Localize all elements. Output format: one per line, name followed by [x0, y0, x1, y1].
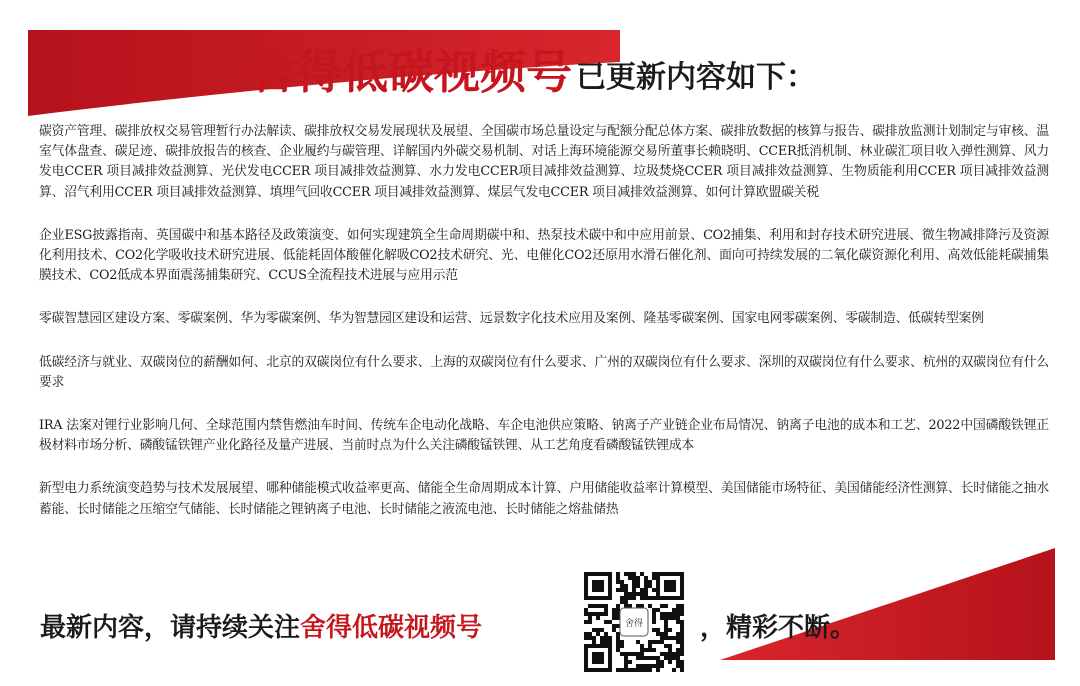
qr-module: [604, 632, 608, 636]
qr-module: [628, 668, 632, 672]
qr-module: [672, 612, 676, 616]
qr-module: [600, 636, 604, 640]
qr-module: [660, 616, 664, 620]
qr-module: [620, 588, 624, 592]
qr-module: [680, 652, 684, 656]
header: [250, 38, 816, 102]
qr-module: [668, 652, 672, 656]
qr-module: [632, 572, 636, 576]
qr-code[interactable]: [580, 568, 688, 676]
qr-module: [648, 668, 652, 672]
qr-module: [680, 624, 684, 628]
qr-module: [636, 604, 640, 608]
qr-module: [616, 632, 620, 636]
qr-module: [664, 604, 668, 608]
qr-module: [640, 592, 644, 596]
qr-module: [656, 656, 660, 660]
qr-module: [656, 640, 660, 644]
footer-lead-text: 最新内容，请持续关注: [40, 612, 301, 643]
qr-module: [628, 604, 632, 608]
qr-module: [652, 576, 656, 580]
qr-module: [656, 668, 660, 672]
qr-module: [624, 664, 628, 668]
qr-module: [628, 660, 632, 664]
qr-module: [636, 592, 640, 596]
qr-module: [588, 636, 592, 640]
topic-paragraph-energy-storage: 新型电力系统演变趋势与技术发展展望、哪种储能模式收益率更高、储能全生命周期成本计算、户用储能收益率计算模型、美国储能市场特征、美国储能经济性测算、长时储能之抽水蓄能、长时储能之压缩空气储能、长时储能之锂钠离子电池、长时储能之液流电池、长时储能之熔盐储热: [39, 481, 1049, 517]
qr-module: [592, 628, 596, 632]
qr-module: [608, 636, 612, 640]
qr-module: [640, 648, 644, 652]
qr-module: [672, 616, 676, 620]
qr-module: [644, 668, 648, 672]
qr-module: [584, 632, 588, 636]
qr-module: [652, 648, 656, 652]
qr-module: [660, 632, 664, 636]
qr-module: [596, 604, 600, 608]
qr-module: [592, 636, 596, 640]
qr-module: [648, 580, 652, 584]
qr-center-text: 舍得: [624, 619, 644, 629]
qr-center-logo: [620, 608, 648, 636]
qr-module: [616, 580, 620, 584]
qr-module: [676, 648, 680, 652]
qr-module: [636, 584, 640, 588]
qr-module: [680, 628, 684, 632]
qr-module: [652, 640, 656, 644]
qr-module: [604, 620, 608, 624]
qr-module: [632, 580, 636, 584]
qr-module: [652, 572, 656, 576]
qr-module: [652, 616, 656, 620]
qr-module: [640, 596, 644, 600]
qr-module: [596, 628, 600, 632]
qr-module: [616, 588, 620, 592]
qr-module: [624, 668, 628, 672]
qr-module: [620, 580, 624, 584]
qr-module: [652, 608, 656, 612]
qr-module: [616, 636, 620, 640]
qr-module: [640, 664, 644, 668]
qr-module: [612, 628, 616, 632]
qr-module: [632, 588, 636, 592]
qr-module: [620, 652, 624, 656]
qr-module: [624, 592, 628, 596]
qr-module: [612, 624, 616, 628]
qr-finder-top-right: [656, 572, 684, 600]
qr-module: [624, 652, 628, 656]
qr-module: [652, 620, 656, 624]
qr-module: [680, 644, 684, 648]
qr-module: [664, 644, 668, 648]
qr-module: [616, 576, 620, 580]
qr-module: [604, 640, 608, 644]
qr-module: [632, 668, 636, 672]
qr-module: [600, 612, 604, 616]
qr-module: [648, 664, 652, 668]
qr-module: [644, 588, 648, 592]
qr-module: [660, 604, 664, 608]
qr-module: [616, 616, 620, 620]
qr-module: [652, 612, 656, 616]
qr-module: [648, 644, 652, 648]
qr-module: [588, 612, 592, 616]
footer-end: [700, 600, 856, 650]
qr-module: [620, 596, 624, 600]
qr-module: [656, 608, 660, 612]
qr-module: [652, 656, 656, 660]
qr-module: [664, 632, 668, 636]
qr-module: [680, 620, 684, 624]
qr-module: [632, 596, 636, 600]
qr-module: [664, 652, 668, 656]
qr-module: [632, 584, 636, 588]
qr-module: [640, 652, 644, 656]
qr-finder-top-left: [584, 572, 612, 600]
qr-module: [660, 636, 664, 640]
qr-module: [648, 584, 652, 588]
qr-module: [676, 604, 680, 608]
qr-module: [668, 616, 672, 620]
qr-module: [608, 620, 612, 624]
qr-module: [668, 636, 672, 640]
qr-module: [612, 608, 616, 612]
qr-module: [640, 656, 644, 660]
qr-module: [596, 616, 600, 620]
qr-module: [680, 640, 684, 644]
qr-module: [656, 628, 660, 632]
qr-module: [644, 584, 648, 588]
qr-module: [636, 576, 640, 580]
qr-module: [660, 664, 664, 668]
qr-module: [644, 580, 648, 584]
footer-lead: [40, 600, 482, 650]
qr-module: [680, 632, 684, 636]
qr-module: [664, 616, 668, 620]
qr-module: [628, 576, 632, 580]
qr-module: [664, 612, 668, 616]
qr-module: [644, 596, 648, 600]
qr-module: [588, 620, 592, 624]
qr-module: [676, 636, 680, 640]
qr-module: [676, 608, 680, 612]
qr-module: [680, 612, 684, 616]
qr-module: [632, 592, 636, 596]
qr-module: [660, 612, 664, 616]
qr-module: [656, 632, 660, 636]
qr-module: [652, 664, 656, 668]
qr-module: [644, 592, 648, 596]
qr-module: [612, 612, 616, 616]
qr-module: [632, 652, 636, 656]
qr-module: [676, 632, 680, 636]
qr-module: [636, 668, 640, 672]
qr-module: [620, 584, 624, 588]
qr-module: [588, 632, 592, 636]
topic-paragraph-carbon-management: 碳资产管理、碳排放权交易管理暂行办法解读、碳排放权交易发展现状及展望、全国碳市场总量设定与配额分配总体方案、碳排放数据的核算与报告、碳排放监测计划制定与审核、温室气体盘查、碳足迹、碳排放报告的核查、企业履约与碳管理、详解国内外碳交易机制、对话上海环境能源交易所董事长赖晓明、CCER抵消机制、林业碳汇项目收入弹性测算、风力发电CCER 项目减排效益测算、光伏发电CCER 项目减排效益测算、水力发电CCER项目减排效益测算、垃圾焚烧CCER 项目减排效益测算、生物质能利用CCER 项目减排效益测算、沼气利用CCER 项目减排效益测算、填埋气回收CCER 项目减排效益测算、煤层气发电CCER 项目减排效益测算、如何计算欧盟碳关税: [39, 124, 1049, 200]
qr-module: [612, 616, 616, 620]
qr-module: [636, 580, 640, 584]
qr-module: [664, 620, 668, 624]
qr-module: [620, 668, 624, 672]
qr-module: [664, 636, 668, 640]
qr-module: [652, 628, 656, 632]
qr-module: [596, 612, 600, 616]
qr-module: [668, 656, 672, 660]
qr-module: [604, 612, 608, 616]
qr-module: [676, 640, 680, 644]
qr-module: [656, 664, 660, 668]
qr-module: [616, 604, 620, 608]
qr-module: [628, 596, 632, 600]
qr-module: [680, 668, 684, 672]
qr-module: [600, 628, 604, 632]
qr-module: [604, 604, 608, 608]
qr-module: [672, 656, 676, 660]
qr-module: [676, 616, 680, 620]
header-suffix: 已更新内容如下：: [576, 60, 816, 95]
qr-module: [620, 644, 624, 648]
footer-brand: 舍得低碳视频号: [300, 612, 483, 643]
qr-module: [652, 596, 656, 600]
qr-module: [676, 620, 680, 624]
qr-module: [592, 640, 596, 644]
qr-module: [616, 612, 620, 616]
qr-module: [648, 596, 652, 600]
qr-module: [620, 640, 624, 644]
qr-module: [624, 600, 628, 604]
qr-module: [676, 656, 680, 660]
qr-module: [628, 592, 632, 596]
qr-module: [664, 628, 668, 632]
qr-module: [644, 648, 648, 652]
qr-module: [676, 664, 680, 668]
qr-module: [636, 640, 640, 644]
qr-module: [680, 636, 684, 640]
qr-finder-bottom-left: [584, 644, 612, 672]
qr-module: [632, 576, 636, 580]
qr-module: [636, 656, 640, 660]
qr-module: [652, 588, 656, 592]
content-list: [39, 122, 1049, 543]
qr-module: [672, 608, 676, 612]
qr-module: [616, 668, 620, 672]
qr-module: [596, 632, 600, 636]
qr-module: [648, 604, 652, 608]
qr-module: [600, 604, 604, 608]
qr-module: [680, 664, 684, 668]
qr-module: [604, 608, 608, 612]
qr-module: [668, 644, 672, 648]
qr-module: [668, 612, 672, 616]
qr-module: [588, 604, 592, 608]
qr-module: [584, 612, 588, 616]
qr-module: [668, 648, 672, 652]
topic-paragraph-batteries: IRA 法案对锂行业影响几何、全球范围内禁售燃油车时间、传统车企电动化战略、车企电池供应策略、钠离子产业链企业布局情况、钠离子电池的成本和工艺、2022中国磷酸铁锂正极材料市场分析、磷酸锰铁锂产业化路径及量产进展、当前时点为什么关注磷酸锰铁锂、从工艺角度看磷酸锰铁锂成本: [39, 418, 1049, 454]
qr-module: [624, 588, 628, 592]
qr-module: [600, 640, 604, 644]
qr-module: [636, 652, 640, 656]
qr-module: [648, 648, 652, 652]
qr-module: [680, 660, 684, 664]
qr-module: [672, 636, 676, 640]
qr-module: [676, 652, 680, 656]
qr-module: [640, 604, 644, 608]
qr-module: [616, 644, 620, 648]
qr-module: [672, 652, 676, 656]
qr-module: [620, 600, 624, 604]
qr-module: [676, 612, 680, 616]
qr-module: [660, 652, 664, 656]
qr-module: [640, 572, 644, 576]
topic-paragraph-zero-carbon-cases: 零碳智慧园区建设方案、零碳案例、华为零碳案例、华为智慧园区建设和运营、远景数字化技术应用及案例、隆基零碳案例、国家电网零碳案例、零碳制造、低碳转型案例: [39, 311, 984, 327]
qr-module: [668, 660, 672, 664]
qr-module: [584, 636, 588, 640]
qr-module: [616, 640, 620, 644]
qr-module: [616, 608, 620, 612]
qr-module: [640, 588, 644, 592]
qr-module: [680, 604, 684, 608]
qr-module: [676, 660, 680, 664]
qr-module: [624, 584, 628, 588]
qr-module: [624, 604, 628, 608]
qr-module: [664, 656, 668, 660]
qr-module: [592, 612, 596, 616]
qr-module: [628, 652, 632, 656]
qr-module: [584, 620, 588, 624]
qr-module: [640, 644, 644, 648]
qr-module: [644, 664, 648, 668]
qr-module: [624, 596, 628, 600]
qr-module: [592, 604, 596, 608]
qr-module: [604, 636, 608, 640]
qr-module: [668, 628, 672, 632]
footer-end-text: ，精彩不断。: [700, 612, 857, 643]
qr-module: [628, 572, 632, 576]
qr-module: [584, 608, 588, 612]
qr-module: [644, 656, 648, 660]
qr-module: [648, 640, 652, 644]
qr-module: [624, 572, 628, 576]
qr-module: [616, 624, 620, 628]
qr-module: [636, 664, 640, 668]
qr-module: [616, 572, 620, 576]
qr-module: [660, 640, 664, 644]
topic-paragraph-esg-ccus: 企业ESG披露指南、英国碳中和基本路径及政策演变、如何实现建筑全生命周期碳中和、热泵技术碳中和中应用前景、CO2捕集、利用和封存技术研究进展、微生物减排降污及资源化利用技术、CO2化学吸收技术研究进展、低能耗固体酸催化解吸CO2技术研究、光、电催化CO2还原用水滑石催化剂、面向可持续发展的二氧化碳资源化利用、高效低能耗碳捕集膜技术、CO2低成本界面震荡捕集研究、CCUS全流程技术进展与应用示范: [39, 227, 1049, 284]
qr-module: [660, 660, 664, 664]
qr-module: [616, 648, 620, 652]
qr-module: [640, 668, 644, 672]
qr-module: [672, 668, 676, 672]
qr-module: [656, 660, 660, 664]
header-brand-title: 舍得低碳视频号: [250, 45, 572, 99]
topic-paragraph-employment: 低碳经济与就业、双碳岗位的薪酬如何、北京的双碳岗位有什么要求、上海的双碳岗位有什么要求、广州的双碳岗位有什么要求、深圳的双碳岗位有什么要求、杭州的双碳岗位有什么要求: [39, 354, 1049, 390]
qr-module: [608, 640, 612, 644]
qr-module: [624, 660, 628, 664]
qr-module: [664, 624, 668, 628]
qr-module: [680, 608, 684, 612]
qr-module: [644, 576, 648, 580]
qr-module: [680, 648, 684, 652]
qr-module: [648, 656, 652, 660]
qr-module: [588, 616, 592, 620]
qr-module: [624, 656, 628, 660]
